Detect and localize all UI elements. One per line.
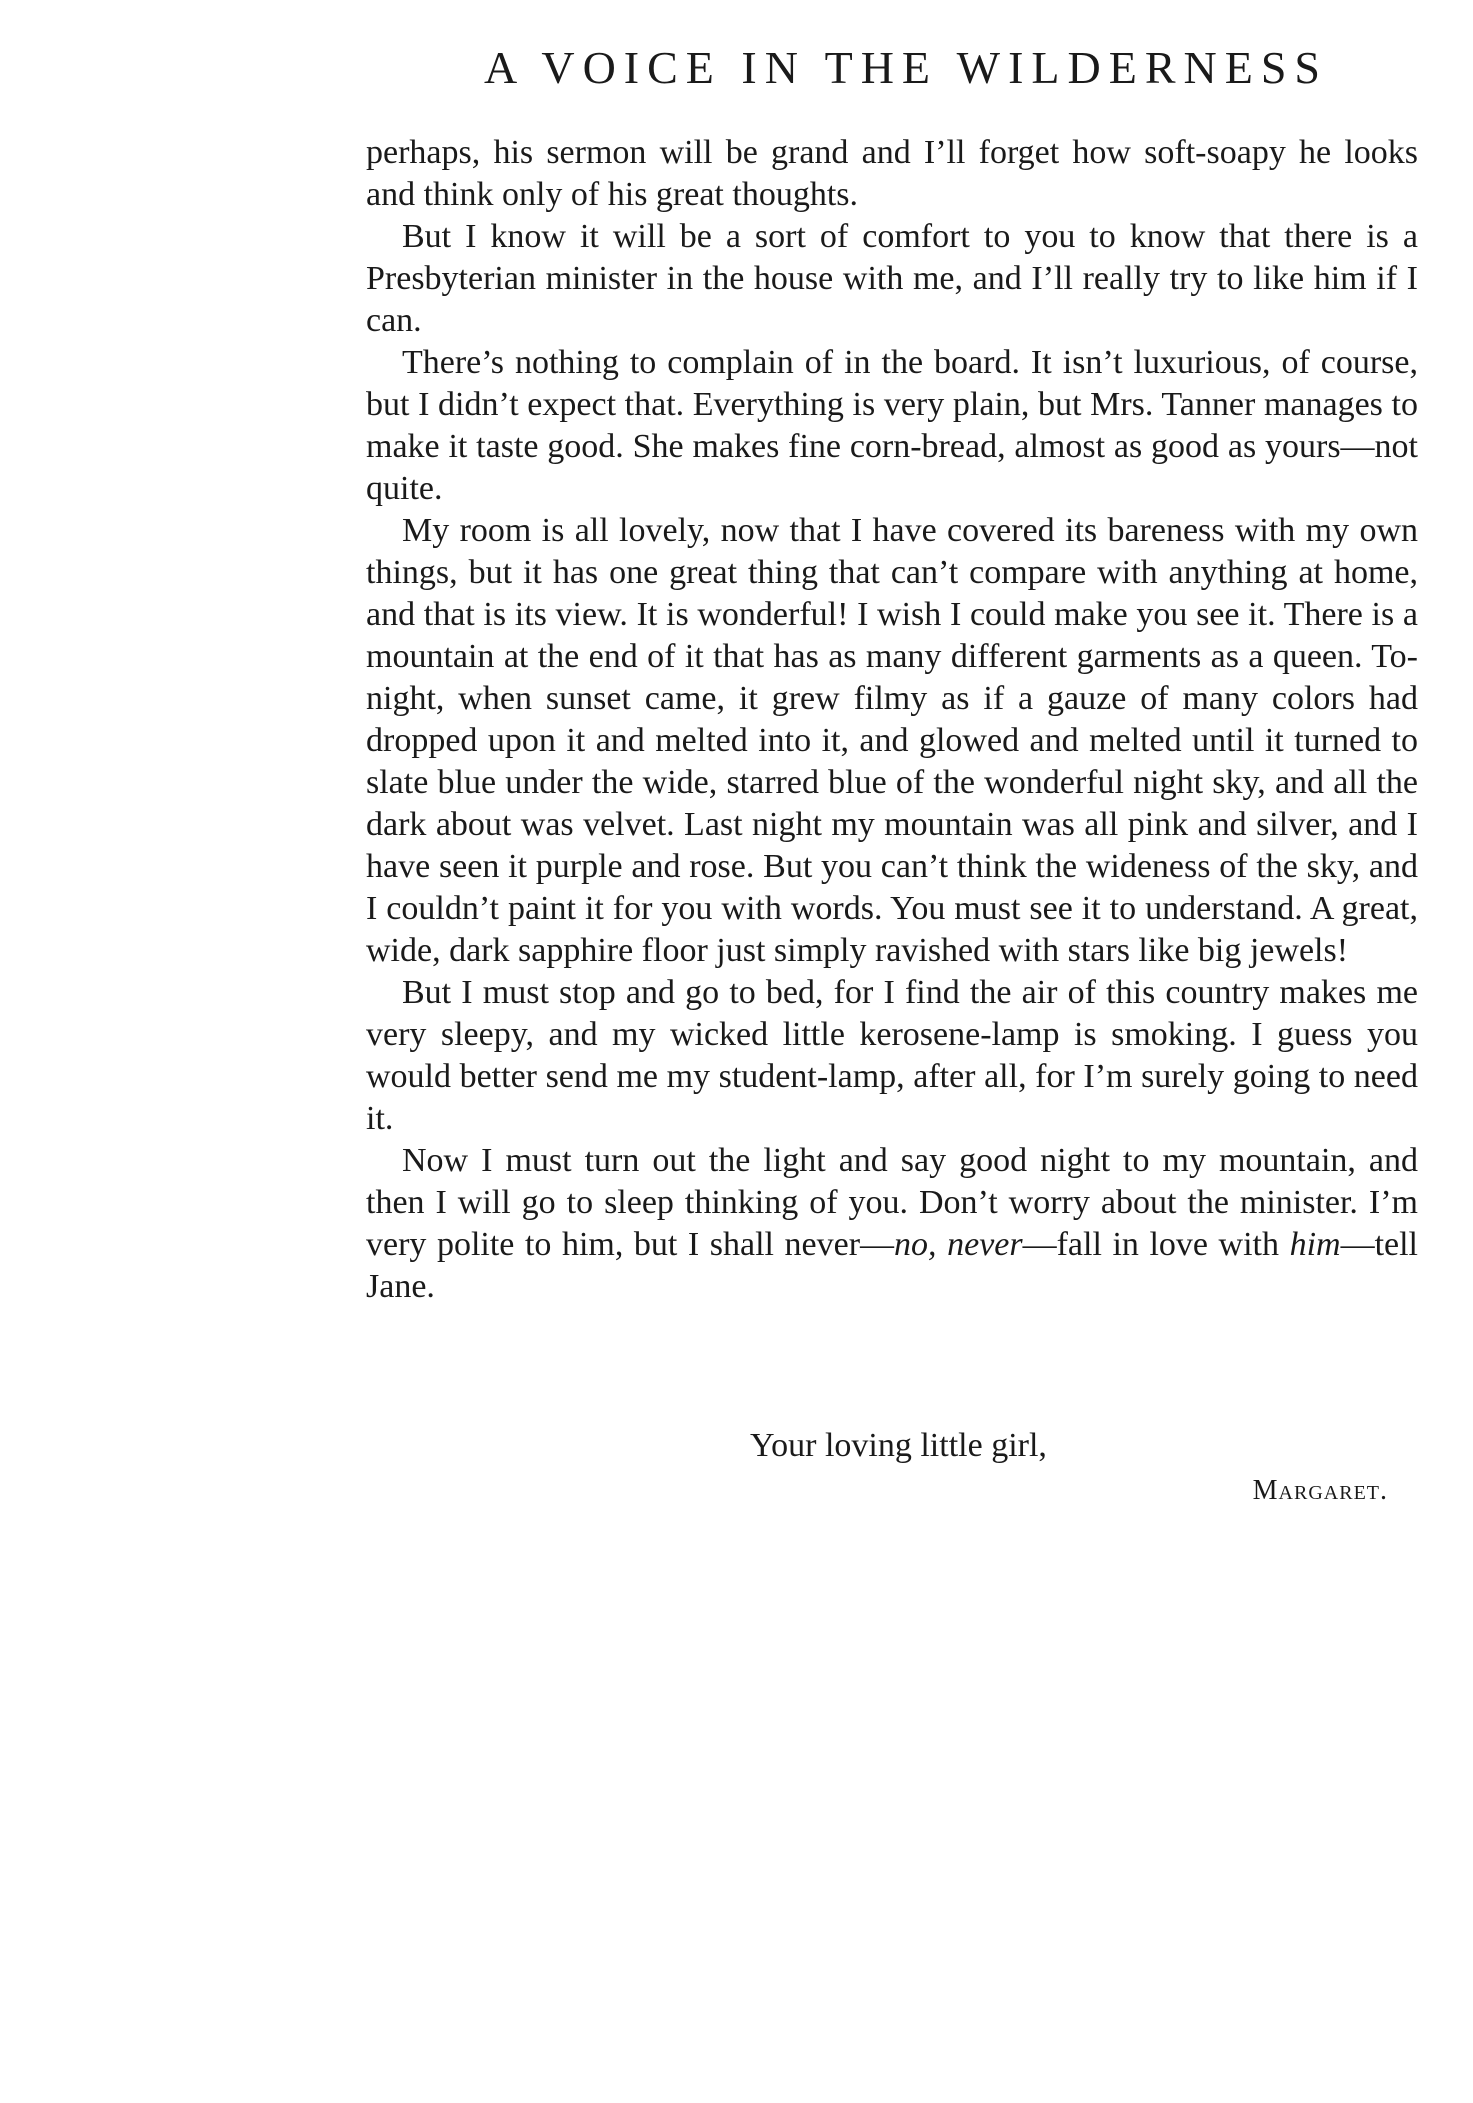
- paragraph-5: But I must stop and go to bed, for I find the air of this country makes me very sleepy, and my wicked little kerosene-lamp is smoking. I guess you would better send me my student-lamp, after all, for I’m surely going to need it.: [366, 974, 1418, 1137]
- paragraph-3: There’s nothing to complain of in the board. It isn’t luxurious, of course, but I didn’t expect that. Everything is very plain, but Mrs. Tanner manages to make it taste good. She makes fine corn-bread, almost as good as yours—not quite.: [366, 344, 1418, 507]
- paragraph-6: [366, 1140, 1418, 1308]
- running-title: A VOICE IN THE WILDERNESS: [484, 42, 1328, 93]
- emphasis-him: him: [1289, 1226, 1341, 1263]
- paragraph-6-text-1: Now I must turn out the light and say good night to my mountain, and then I will go to sleep thinking of you. Don’t worry about the minister. I’m very polite to him, but I shall never—: [366, 1142, 1418, 1263]
- paragraph-1: perhaps, his sermon will be grand and I’ll forget how soft-soapy he looks and think only of his great thoughts.: [366, 134, 1418, 213]
- paragraph-2: But I know it will be a sort of comfort to you to know that there is a Presbyterian minister in the house with me, and I’ll really try to like him if I can.: [366, 218, 1418, 339]
- letter-closing: Your loving little girl,: [750, 1427, 1047, 1464]
- paragraph-4: My room is all lovely, now that I have covered its bareness with my own things, but it has one great thing that can’t compare with anything at home, and that is its view. It is wonderful! I wish I could make you see it. There is a mountain at the end of it that has as many different garments as a queen. To-night, when sunset came, it grew filmy as if a gauze of many colors had dropped upon it and melted into it, and glowed and melted until it turned to slate blue under the wide, starred blue of the wonderful night sky, and all the dark about was velvet. Last night my mountain was all pink and silver, and I have seen it purple and rose. But you can’t think the wideness of the sky, and I couldn’t paint it for you with words. You must see it to understand. A great, wide, dark sapphire floor just simply ravished with stars like big jewels!: [366, 512, 1418, 969]
- letter-body: [366, 132, 1418, 1308]
- paragraph-6-text-3: —tell Jane.: [366, 1226, 1418, 1305]
- emphasis-no-never: no, never: [894, 1226, 1023, 1263]
- letter-signature: Margaret.: [1252, 1475, 1388, 1506]
- paragraph-6-text-2: —fall in love with: [1022, 1226, 1290, 1263]
